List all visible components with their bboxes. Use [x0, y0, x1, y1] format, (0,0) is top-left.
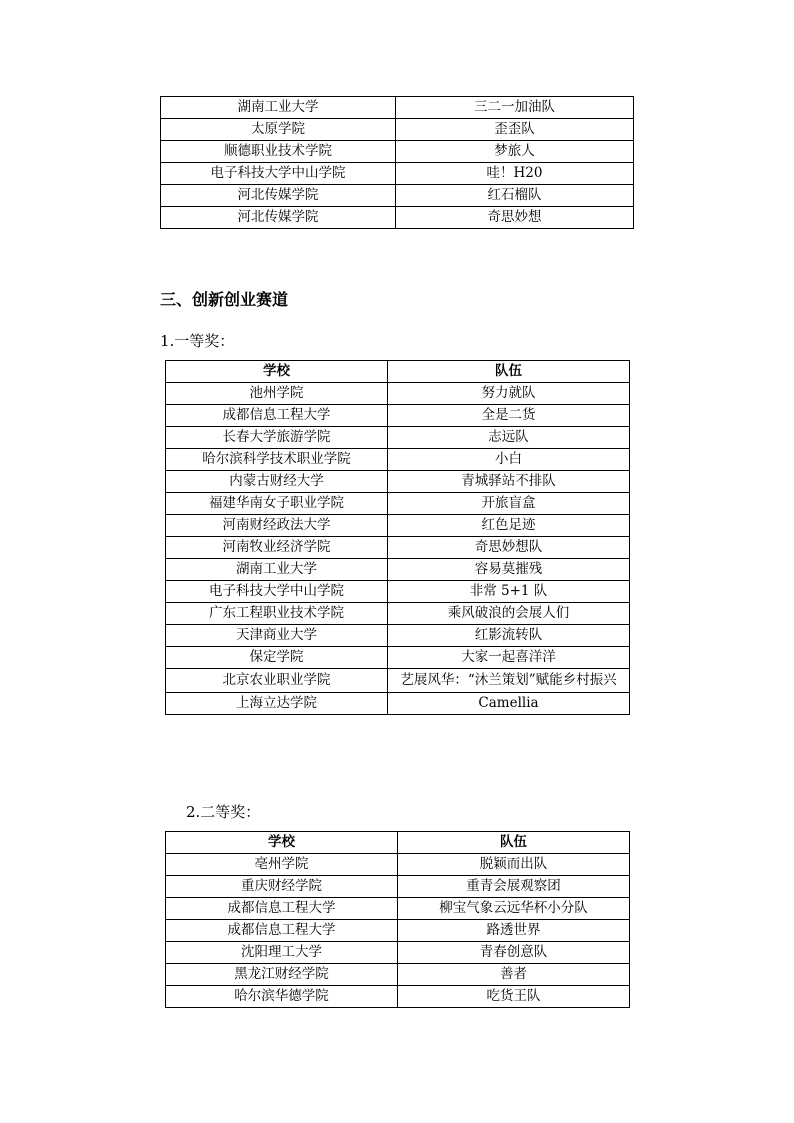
- school-cell: 池州学院: [166, 383, 388, 405]
- first-prize-title: 1.一等奖：: [160, 332, 235, 350]
- school-cell: 广东工程职业技术学院: [166, 603, 388, 625]
- table-row: [166, 427, 630, 449]
- school-cell: 河南财经政法大学: [166, 515, 388, 537]
- school-cell: 保定学院: [166, 647, 388, 669]
- team-cell: 全是二货: [388, 405, 630, 427]
- team-cell: 哇！H20: [396, 163, 634, 185]
- school-cell: 湖南工业大学: [161, 97, 396, 119]
- table-row: [166, 581, 630, 603]
- team-cell: 乘风破浪的会展人们: [388, 603, 630, 625]
- table-row: [166, 920, 630, 942]
- table-row: [166, 647, 630, 669]
- team-cell: 梦旅人: [396, 141, 634, 163]
- team-cell: 奇思妙想队: [388, 537, 630, 559]
- team-cell: 路透世界: [398, 920, 630, 942]
- team-cell: 容易莫摧残: [388, 559, 630, 581]
- header-school: 学校: [166, 361, 388, 383]
- school-cell: 河北传媒学院: [161, 207, 396, 229]
- team-cell: 志远队: [388, 427, 630, 449]
- team-cell: 非常 5+1 队: [388, 581, 630, 603]
- table-row: [166, 515, 630, 537]
- team-cell: 奇思妙想: [396, 207, 634, 229]
- team-cell: 脱颖而出队: [398, 854, 630, 876]
- school-cell: 顺德职业技术学院: [161, 141, 396, 163]
- table-row: [166, 603, 630, 625]
- team-cell: 红影流转队: [388, 625, 630, 647]
- table-row: [161, 97, 634, 119]
- table-row: [166, 942, 630, 964]
- school-cell: 天津商业大学: [166, 625, 388, 647]
- table-row: [166, 964, 630, 986]
- table-row: [161, 185, 634, 207]
- school-cell: 北京农业职业学院: [166, 669, 388, 693]
- school-cell: 黑龙江财经学院: [166, 964, 398, 986]
- table-row: [166, 537, 630, 559]
- school-cell: 哈尔滨科学技术职业学院: [166, 449, 388, 471]
- header-school: 学校: [166, 832, 398, 854]
- table-row: [166, 986, 630, 1008]
- school-cell: 上海立达学院: [166, 693, 388, 715]
- team-cell: 三二一加油队: [396, 97, 634, 119]
- team-cell: 红色足迹: [388, 515, 630, 537]
- team-cell: 青城驿站不排队: [388, 471, 630, 493]
- team-cell: 努力就队: [388, 383, 630, 405]
- school-cell: 长春大学旅游学院: [166, 427, 388, 449]
- award-table-continued: [160, 96, 634, 229]
- school-cell: 成都信息工程大学: [166, 920, 398, 942]
- table-row: [166, 405, 630, 427]
- school-cell: 河北传媒学院: [161, 185, 396, 207]
- team-cell: 柳宝气象云远华杯小分队: [398, 898, 630, 920]
- second-prize-table: [165, 831, 630, 1008]
- team-cell: 红石榴队: [396, 185, 634, 207]
- team-cell: 小白: [388, 449, 630, 471]
- school-cell: 福建华南女子职业学院: [166, 493, 388, 515]
- header-team: 队伍: [398, 832, 630, 854]
- table-row: [166, 854, 630, 876]
- table-row: [166, 471, 630, 493]
- school-cell: 亳州学院: [166, 854, 398, 876]
- table-row: [161, 163, 634, 185]
- school-cell: 哈尔滨华德学院: [166, 986, 398, 1008]
- school-cell: 沈阳理工大学: [166, 942, 398, 964]
- table-row: [166, 876, 630, 898]
- table-row: [166, 559, 630, 581]
- team-cell: 善者: [398, 964, 630, 986]
- school-cell: 重庆财经学院: [166, 876, 398, 898]
- school-cell: 湖南工业大学: [166, 559, 388, 581]
- table-row: [166, 449, 630, 471]
- table-row: [166, 625, 630, 647]
- table-row: [166, 693, 630, 715]
- team-cell: 大家一起喜洋洋: [388, 647, 630, 669]
- team-cell: 青春创意队: [398, 942, 630, 964]
- team-cell: Camellia: [388, 693, 630, 715]
- team-cell: 开旅盲盒: [388, 493, 630, 515]
- team-cell: 吃货王队: [398, 986, 630, 1008]
- school-cell: 电子科技大学中山学院: [166, 581, 388, 603]
- table-header-row: [166, 361, 630, 383]
- second-prize-title: 2.二等奖：: [186, 803, 261, 821]
- first-prize-table: [165, 360, 630, 715]
- school-cell: 太原学院: [161, 119, 396, 141]
- school-cell: 成都信息工程大学: [166, 405, 388, 427]
- team-cell: 歪歪队: [396, 119, 634, 141]
- team-cell: 艺展风华：“沐兰策划”赋能乡村振兴: [388, 669, 630, 693]
- table-row: [166, 493, 630, 515]
- school-cell: 电子科技大学中山学院: [161, 163, 396, 185]
- table-row: [161, 207, 634, 229]
- school-cell: 内蒙古财经大学: [166, 471, 388, 493]
- table-row: [161, 119, 634, 141]
- school-cell: 河南牧业经济学院: [166, 537, 388, 559]
- table-row: [166, 898, 630, 920]
- table-header-row: [166, 832, 630, 854]
- header-team: 队伍: [388, 361, 630, 383]
- team-cell: 重青会展观察团: [398, 876, 630, 898]
- school-cell: 成都信息工程大学: [166, 898, 398, 920]
- table-row: [161, 141, 634, 163]
- section-heading: 三、创新创业赛道: [160, 290, 289, 309]
- table-row: [166, 669, 630, 693]
- table-row: [166, 383, 630, 405]
